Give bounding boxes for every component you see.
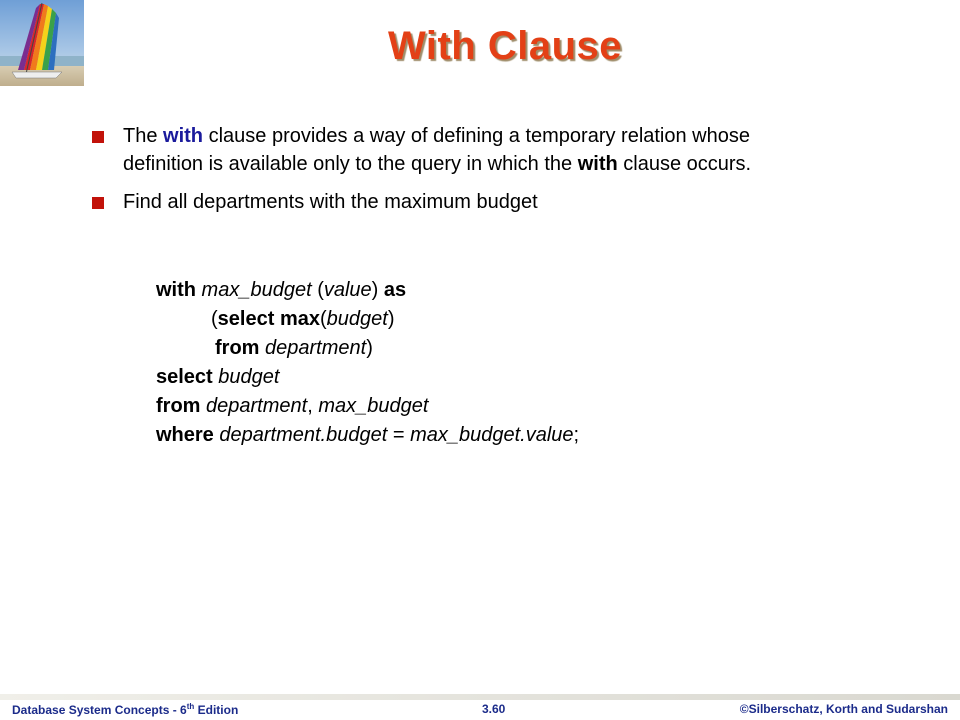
code-token: from (215, 337, 260, 359)
square-bullet-icon (92, 131, 104, 143)
code-token: select (156, 366, 213, 388)
footer-book-title: Database System Concepts - 6th Edition (12, 702, 239, 717)
code-token: max_budget (318, 395, 429, 417)
square-bullet-icon (92, 197, 104, 209)
code-token: where (156, 424, 214, 446)
footer-slide-number: 3.60 (482, 702, 506, 716)
code-line (156, 363, 579, 392)
code-token: ) (366, 337, 373, 359)
bullet-text: with (577, 153, 618, 175)
bullet-item (92, 122, 832, 178)
footer-rule (0, 694, 960, 700)
bullet-item (92, 188, 832, 216)
bullet-text: clause provides a way of defining a temporary relation whose definition is available only to the query in which the (123, 125, 750, 175)
bullet-text: The (123, 125, 164, 147)
code-line (156, 305, 579, 334)
code-token: max_budget.value (410, 424, 574, 446)
code-token: department (259, 337, 367, 359)
slide-footer (0, 694, 960, 720)
sql-code-block (156, 276, 579, 450)
code-token: ( (211, 308, 218, 330)
footer-copyright: ©Silberschatz, Korth and Sudarshan (739, 702, 948, 716)
code-token: department (200, 395, 308, 417)
code-token: ( (311, 279, 324, 301)
code-line (156, 334, 579, 363)
code-token: max_budget (196, 279, 312, 301)
code-token: from (156, 395, 201, 417)
bullet-list (92, 122, 832, 226)
code-token: ) (387, 308, 395, 330)
code-token: budget (326, 308, 388, 330)
slide-title: With Clause (387, 24, 623, 68)
code-token: department.budget (213, 424, 388, 446)
bullet-text: clause occurs. (617, 153, 752, 175)
bullet-text: with (163, 125, 204, 147)
code-token: select max (217, 308, 320, 330)
code-token: ( (319, 308, 327, 330)
code-token: ; (573, 424, 580, 446)
code-token: as (383, 279, 407, 301)
code-line (156, 276, 579, 305)
code-token: value (323, 279, 372, 301)
code-line (156, 392, 579, 421)
code-token: budget (212, 366, 280, 388)
code-token: , (307, 395, 319, 417)
code-token: = (387, 424, 411, 446)
bullet-text: Find all departments with the maximum budget (123, 191, 538, 213)
code-line (156, 421, 579, 450)
code-token: ) (371, 279, 384, 301)
code-token: with (156, 279, 196, 301)
